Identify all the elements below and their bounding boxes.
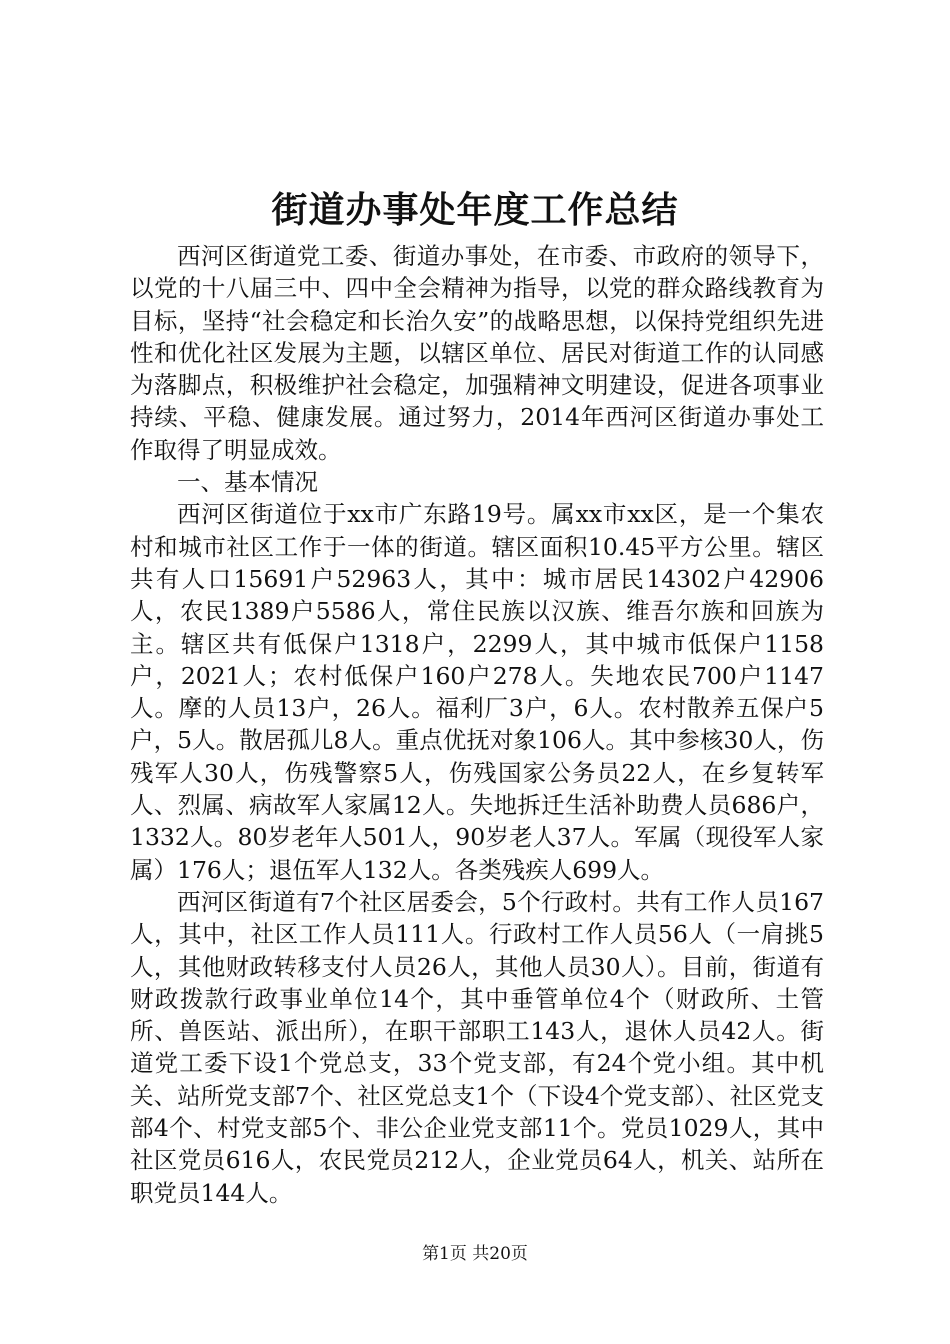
paragraph-organization-info: 西河区街道有7个社区居委会，5个行政村。共有工作人员167人，其中，社区工作人员111人。行政村工作人员56人（一肩挑5人，其他财政转移支付人员26人，其他人员30人）。目前，街道有财政拨款行政事业单位14个，其中垂管单位4个（财政所、土管所、兽医站、派出所），在职干部职工143人，退休人员42人。街道党工委下设1个党总支，33个党支部，有24个党小组。其中机关、站所党支部7个、社区党总支1个（下设4个党支部）、社区党支部4个、村党支部5个、非公企业党支部11个。党员1029人，其中社区党员616人，农民党员212人，企业党员64人，机关、站所在职党员144人。 <box>130 887 824 1207</box>
document-title: 街道办事处年度工作总结 <box>271 189 679 231</box>
document-body <box>130 240 824 1209</box>
section-heading-basic-situation: 一、基本情况 <box>177 468 318 497</box>
paragraph-basic-info: 西河区街道位于xx市广东路19号。属xx市xx区，是一个集农村和城市社区工作于一体的街道。辖区面积10.45平方公里。辖区共有人口15691户52963人，其中：城市居民14302户42906人，农民1389户5586人，常住民族以汉族、维吾尔族和回族为主。辖区共有低保户1318户，2299人，其中城市低保户1158户，2021人；农村低保户160户278人。失地农民700户1147人。摩的人员13户，26人。福利厂3户，6人。农村散养五保户5户，5人。散居孤儿8人。重点优抚对象106人。其中参核30人，伤残军人30人，伤残警察5人，伤残国家公务员22人，在乡复转军人、烈属、病故军人家属12人。失地拆迁生活补助费人员686户，1332人。80岁老年人501人，90岁老人37人。军属（现役军人家属）176人；退伍军人132人。各类残疾人699人。 <box>130 500 824 884</box>
paragraph-intro: 西河区街道党工委、街道办事处，在市委、市政府的领导下，以党的十八届三中、四中全会精神为指导，以党的群众路线教育为目标，坚持“社会稳定和长治久安”的战略思想，以保持党组织先进性和优化社区发展为主题，以辖区单位、居民对街道工作的认同感为落脚点，积极维护社会稳定，加强精神文明建设，促进各项事业持续、平稳、健康发展。通过努力，2014年西河区街道办事处工作取得了明显成效。 <box>130 242 824 464</box>
page-number-footer: 第1页 共20页 <box>422 1244 528 1264</box>
